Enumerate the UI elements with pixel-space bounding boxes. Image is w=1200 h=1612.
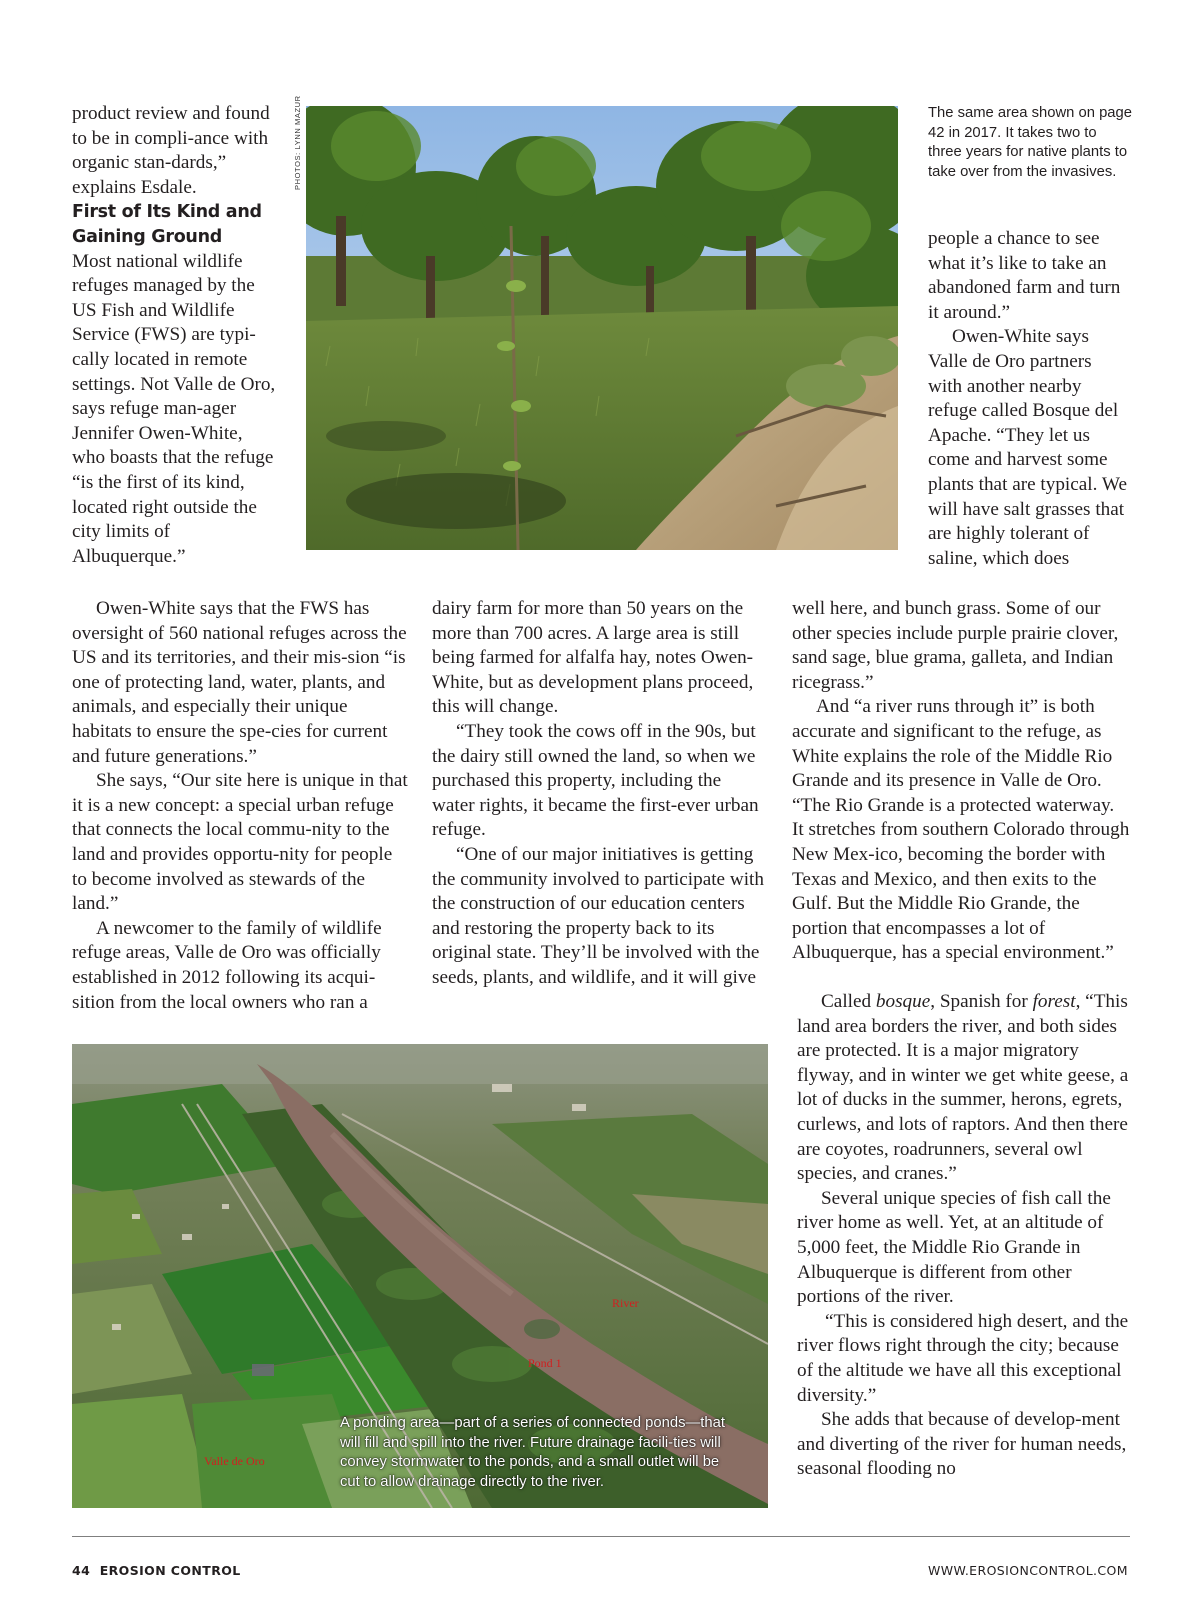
publication-name: EROSION CONTROL <box>99 1563 241 1578</box>
footer-folio <box>72 1563 241 1578</box>
map-label-pond: Pond 1 <box>528 1356 562 1370</box>
paragraph: “They took the cows off in the 90s, but the dairy still owned the land, so when we purchased this property, including the water rights, it became the first-ever urban refuge. <box>432 720 759 841</box>
photo-credit: PHOTOS: LYNN MAZUR <box>293 95 302 190</box>
wetland-photo <box>306 106 898 550</box>
paragraph: Several unique species of fish call the river home as well. Yet, at an altitude of 5,000 feet, the Middle Rio Grande in Albuquerque is different from other portions of the river. <box>797 1187 1111 1308</box>
wetland-photo-caption: The same area shown on page 42 in 2017. It takes two to three years for native plants to take over from the invasives. <box>928 105 1132 181</box>
aerial-photo-caption: A ponding area—part of a series of connected ponds—that will fill and spill into the river. Future drainage facili-ties will convey stormwater to the ponds, and a small outlet will be cut to allow drainage directly to the river. <box>340 1415 725 1490</box>
paragraph: Most national wildlife refuges managed by the US Fish and Wildlife Service (FWS) are typi-cally located in remote settings. Not Valle de Oro, says refuge man-ager Jennifer Owen-White, who boasts that the refuge “is the first of its kind, located right outside the city limits of Albuquerque.” <box>72 250 276 567</box>
paragraph: “One of our major initiatives is getting the community involved to participate with the construction of our education centers and restoring the property back to its original state. They’ll be involved with the seeds, plants, and wildlife, and it will give <box>432 843 764 988</box>
paragraph: “This is considered high desert, and the river flows right through the city; because of the altitude we have all this exceptional diversity.” <box>797 1310 1129 1406</box>
column-3-lower <box>797 990 1130 1482</box>
aerial-photo <box>72 1044 768 1508</box>
paragraph: people a chance to see what it’s like to take an abandoned farm and turn it around.” <box>928 228 1121 323</box>
footer-rule <box>72 1536 1130 1537</box>
column-1-upper <box>72 102 280 569</box>
paragraph: well here, and bunch grass. Some of our other species include purple prairie clover, sand sage, blue grama, galleta, and Indian ricegrass.” <box>792 598 1119 693</box>
column-3-middle <box>792 597 1130 966</box>
paragraph: A newcomer to the family of wildlife refuge areas, Valle de Oro was officially established in 2012 following its acqui-sition from the local owners who ran a <box>72 917 382 1013</box>
paragraph: dairy farm for more than 50 years on the more than 700 acres. A large area is still being farmed for alfalfa hay, notes Owen-White, but as development plans proceed, this will change. <box>432 598 754 718</box>
map-label-river: River <box>612 1296 639 1310</box>
paragraph: Called bosque, Spanish for forest, “This land area borders the river, and both sides are protected. It is a major migratory flyway, and in winter we get white geese, a lot of ducks in the summer, herons, egrets, curlews, and lots of raptors. And then there are coyotes, roadrunners, several owl species, and cranes.” <box>797 991 1129 1185</box>
page-number: 44 <box>72 1563 91 1578</box>
column-3-upper <box>928 227 1128 571</box>
paragraph: Owen-White says Valle de Oro partners with another nearby refuge called Bosque del Apache. “They let us come and harvest some plants that are typical. We will have salt grasses that are highly tolerant of saline, which does <box>928 326 1127 569</box>
map-label-valle-de-oro: Valle de Oro <box>204 1454 265 1468</box>
paragraph: Owen-White says that the FWS has oversight of 560 national refuges across the US and its territories, and their mis-sion “is one of protecting land, water, plants, and animals, and especially their unique habitats to ensure the spe-cies for current and future generations.” <box>72 598 407 767</box>
paragraph: She adds that because of develop-ment and diverting of the river for human needs, seasonal flooding no <box>797 1409 1127 1480</box>
paragraph: product review and found to be in compli-ance with organic stan-dards,” explains Esdale. <box>72 103 270 198</box>
wetland-photo-image <box>306 106 898 550</box>
column-1-lower <box>72 597 408 1015</box>
footer-url[interactable]: WWW.EROSIONCONTROL.COM <box>927 1563 1128 1578</box>
section-heading: First of Its Kind and Gaining Ground <box>72 202 262 247</box>
paragraph: She says, “Our site here is unique in that it is a new concept: a special urban refuge that connects the local commu-nity to the land and provides opportu-nity for people to become involved as stewards of the land.” <box>72 770 408 915</box>
column-2 <box>432 597 768 991</box>
paragraph: And “a river runs through it” is both accurate and significant to the refuge, as White explains the role of the Middle Rio Grande and its presence in Valle de Oro. “The Rio Grande is a protected waterway. It stretches from southern Colorado through New Mex-ico, becoming the border with Texas and Mexico, and then exits to the Gulf. But the Middle Rio Grande, the portion that encompasses a lot of Albuquerque, has a special environment.” <box>792 696 1130 964</box>
